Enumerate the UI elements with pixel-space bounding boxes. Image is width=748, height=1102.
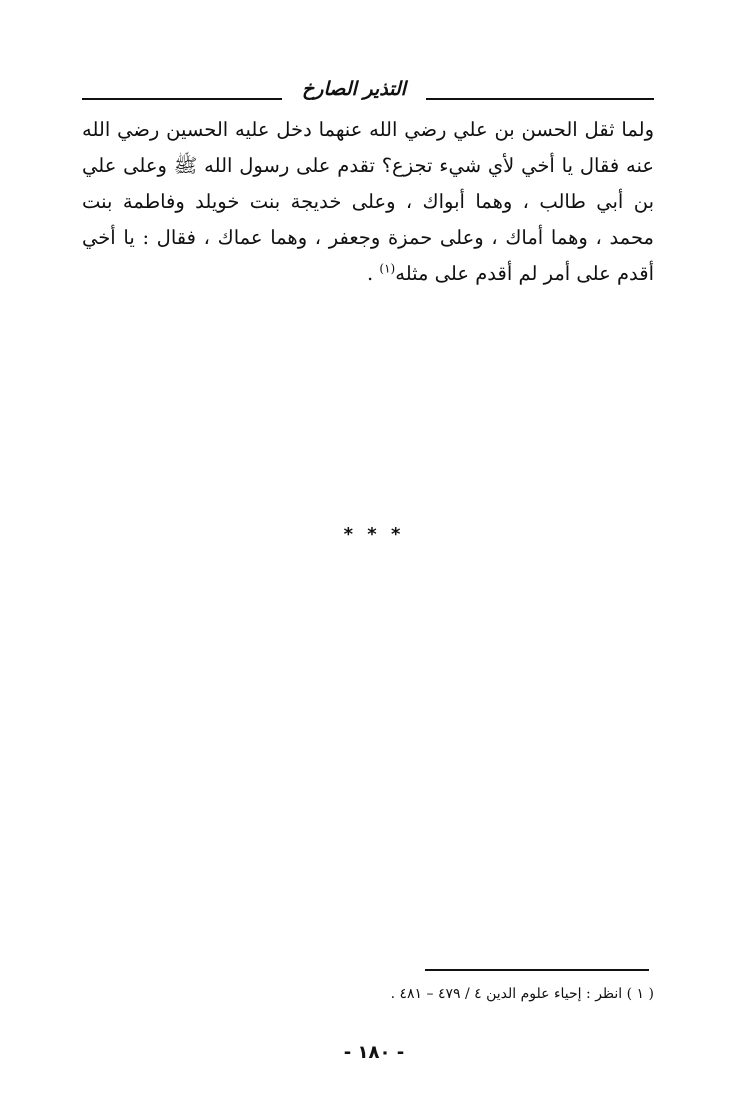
main-paragraph xyxy=(82,112,654,292)
header-rule-left xyxy=(82,98,282,100)
footnote-reference: (١) xyxy=(379,261,396,276)
running-header xyxy=(82,78,654,108)
header-title: التذير الصارخ xyxy=(302,78,406,100)
page-number: - ١٨٠ - xyxy=(343,1042,405,1063)
header-rule-right xyxy=(426,98,654,100)
paragraph-text: ولما ثقل الحسن بن علي رضي الله عنهما دخل عليه الحسين رضي الله عنه فقال يا أخي لأي شيء تجزع؟ تقدم على رسول الله ﷺ وعلى علي بن أبي طالب ، وهما أبواك ، وعلى خديجة بنت خويلد وفاطمة بنت محمد ، وهما أماك ، وعلى حمزة وجعفر ، وهما عماك ، فقال : يا أخي أقدم على أمر لم أقدم على مثله xyxy=(82,118,654,285)
section-separator: * * * xyxy=(343,524,405,545)
paragraph-ending: . xyxy=(367,262,380,285)
footnote-rule xyxy=(425,969,649,971)
footnote: ( ١ ) انظر : إحياء علوم الدين ٤ / ٤٧٩ – ٤٨١ . xyxy=(390,986,654,1002)
